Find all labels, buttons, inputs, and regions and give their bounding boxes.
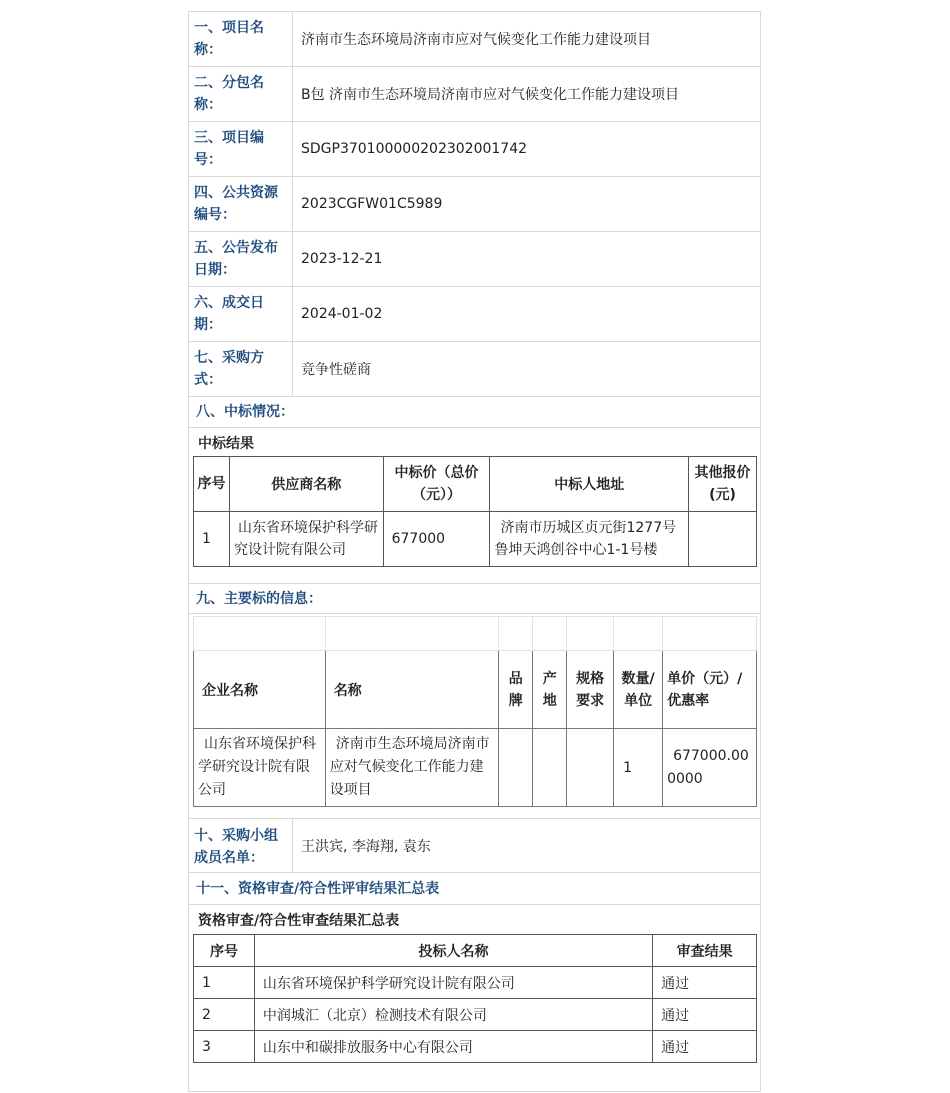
cell-bidder: 山东中和碳排放服务中心有限公司 (254, 1031, 652, 1063)
team-members-value: 王洪宾, 李海翔, 袁东 (301, 838, 431, 855)
section-8-subheading: 中标结果 (198, 436, 254, 452)
team-members-label: 十、采购小组成员名单： (189, 819, 293, 872)
cell-index: 3 (194, 1031, 255, 1063)
table-header-row (194, 457, 757, 512)
spacer-row (194, 617, 757, 651)
cell-unit-price: 677000.000000 (663, 729, 757, 807)
col-index-header: 序号 (194, 457, 230, 512)
cell-supplier: 山东省环境保护科学研究设计院有限公司 (229, 512, 383, 567)
project-number-label: 三、项目编号： (189, 122, 293, 176)
table-row (194, 999, 757, 1031)
row-publish-date (189, 232, 760, 287)
cell-index: 1 (194, 967, 255, 999)
row-deal-date (189, 287, 760, 342)
deal-date-value: 2024-01-02 (301, 306, 383, 322)
cell-quantity: 1 (614, 729, 663, 807)
public-resource-number-value: 2023CGFW01C5989 (301, 196, 443, 212)
project-name-label: 一、项目名称： (189, 12, 293, 66)
table-header-row (194, 935, 757, 967)
col-index-header: 序号 (194, 935, 255, 967)
col-brand-header: 品牌 (499, 651, 533, 729)
section-9-heading: 九、主要标的信息： (189, 583, 760, 614)
row-project-number (189, 122, 760, 177)
announcement-panel (188, 11, 761, 1092)
publish-date-value: 2023-12-21 (301, 251, 383, 267)
col-address-header: 中标人地址 (490, 457, 689, 512)
project-number-value: SDGP370100000202302001742 (301, 141, 528, 157)
col-unit-price-header: 单价（元）/优惠率 (663, 651, 757, 729)
bid-result-table (193, 456, 757, 567)
procurement-method-value: 竞争性磋商 (301, 362, 371, 378)
col-quantity-header: 数量/单位 (614, 651, 663, 729)
cell-address: 济南市历城区贞元街1277号鲁坤天鸿创谷中心1-1号楼 (490, 512, 689, 567)
public-resource-number-label: 四、公共资源编号： (189, 177, 293, 231)
cell-brand (499, 729, 533, 807)
col-company-header: 企业名称 (194, 651, 326, 729)
row-project-name (189, 12, 760, 67)
cell-bidder: 中润城汇（北京）检测技术有限公司 (254, 999, 652, 1031)
table-row (194, 1031, 757, 1063)
table-row (194, 729, 757, 807)
table-row (194, 967, 757, 999)
cell-review-result: 通过 (653, 999, 757, 1031)
row-team-members (189, 818, 760, 873)
cell-bidder: 山东省环境保护科学研究设计院有限公司 (254, 967, 652, 999)
package-name-label: 二、分包名称： (189, 67, 293, 121)
cell-origin (533, 729, 567, 807)
cell-review-result: 通过 (653, 1031, 757, 1063)
col-price-header: 中标价（总价（元）） (383, 457, 490, 512)
row-public-resource-number (189, 177, 760, 232)
procurement-method-label: 七、采购方式： (189, 342, 293, 396)
table-row (194, 512, 757, 567)
col-review-result-header: 审查结果 (653, 935, 757, 967)
deal-date-label: 六、成交日期： (189, 287, 293, 341)
main-item-table (193, 616, 757, 807)
cell-index: 2 (194, 999, 255, 1031)
cell-index: 1 (194, 512, 230, 567)
row-package-name (189, 67, 760, 122)
col-other-price-header: 其他报价(元) (689, 457, 757, 512)
section-11-heading: 十一、资格审查/符合性评审结果汇总表 (189, 874, 760, 905)
col-name-header: 名称 (325, 651, 499, 729)
cell-review-result: 通过 (653, 967, 757, 999)
section-11-subheading: 资格审查/符合性审查结果汇总表 (198, 913, 400, 929)
cell-item-name: 济南市生态环境局济南市应对气候变化工作能力建设项目 (325, 729, 499, 807)
cell-price: 677000 (383, 512, 490, 567)
cell-company: 山东省环境保护科学研究设计院有限公司 (194, 729, 326, 807)
col-bidder-header: 投标人名称 (254, 935, 652, 967)
cell-spec (567, 729, 614, 807)
row-procurement-method (189, 342, 760, 397)
section-8-heading: 八、中标情况： (189, 397, 760, 428)
col-spec-header: 规格要求 (567, 651, 614, 729)
cell-other-price (689, 512, 757, 567)
col-supplier-header: 供应商名称 (229, 457, 383, 512)
col-origin-header: 产地 (533, 651, 567, 729)
package-name-value: B包 济南市生态环境局济南市应对气候变化工作能力建设项目 (301, 87, 680, 103)
publish-date-label: 五、公告发布日期： (189, 232, 293, 286)
project-name-value: 济南市生态环境局济南市应对气候变化工作能力建设项目 (301, 32, 651, 48)
qualification-review-table (193, 934, 757, 1063)
table-header-row (194, 651, 757, 729)
